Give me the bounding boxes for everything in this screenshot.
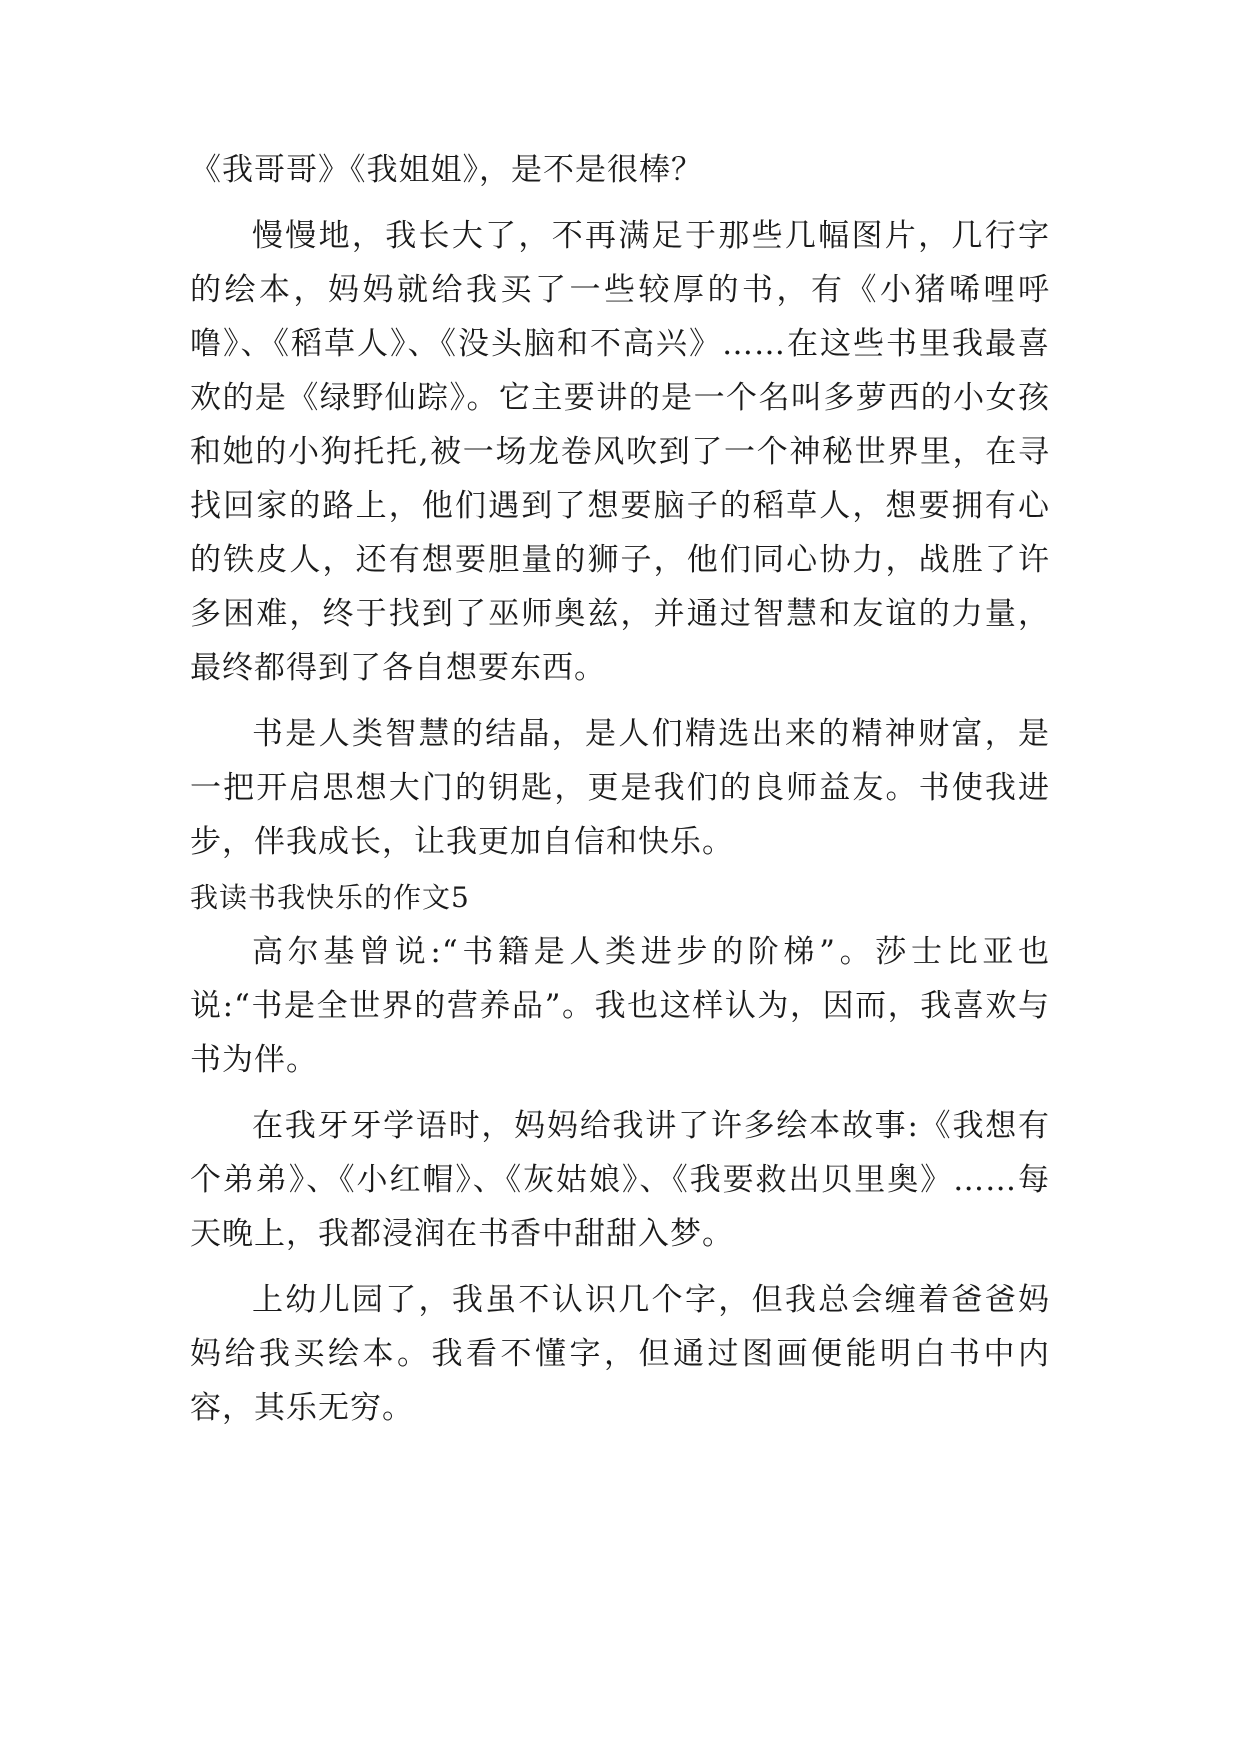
paragraph: 高尔基曾说:“书籍是人类进步的阶梯”。莎士比亚也说:“书是全世界的营养品”。我也这样认为，因而，我喜欢与书为伴。: [190, 934, 1050, 1078]
paragraph: 在我牙牙学语时，妈妈给我讲了许多绘本故事:《我想有个弟弟》、《小红帽》、《灰姑娘》、《我要救出贝里奥》……每天晚上，我都浸润在书香中甜甜入梦。: [190, 1108, 1050, 1252]
paragraph: 书是人类智慧的结晶，是人们精选出来的精神财富，是一把开启思想大门的钥匙，更是我们的良师益友。书使我进步，伴我成长，让我更加自信和快乐。: [190, 716, 1050, 860]
section-2-body: [190, 925, 1050, 1435]
paragraph: 上幼儿园了，我虽不认识几个字，但我总会缠着爸爸妈妈给我买绘本。我看不懂字，但通过图画便能明白书中内容，其乐无穷。: [190, 1282, 1050, 1426]
paragraph: 慢慢地，我长大了，不再满足于那些几幅图片，几行字的绘本，妈妈就给我买了一些较厚的书，有《小猪唏哩呼噜》、《稻草人》、《没头脑和不高兴》……在这些书里我最喜欢的是《绿野仙踪》。它主要讲的是一个名叫多萝西的小女孩和她的小狗托托,被一场龙卷风吹到了一个神秘世界里，在寻找回家的路上，他们遇到了想要脑子的稻草人，想要拥有心的铁皮人，还有想要胆量的狮子，他们同心协力，战胜了许多困难，终于找到了巫师奥兹，并通过智慧和友谊的力量，最终都得到了各自想要东西。: [190, 218, 1050, 686]
section-1-body: [190, 143, 1050, 869]
section-2-title: 我读书我快乐的作文5: [190, 881, 470, 914]
paragraph-continuation: 《我哥哥》《我姐姐》，是不是很棒？: [190, 152, 703, 188]
